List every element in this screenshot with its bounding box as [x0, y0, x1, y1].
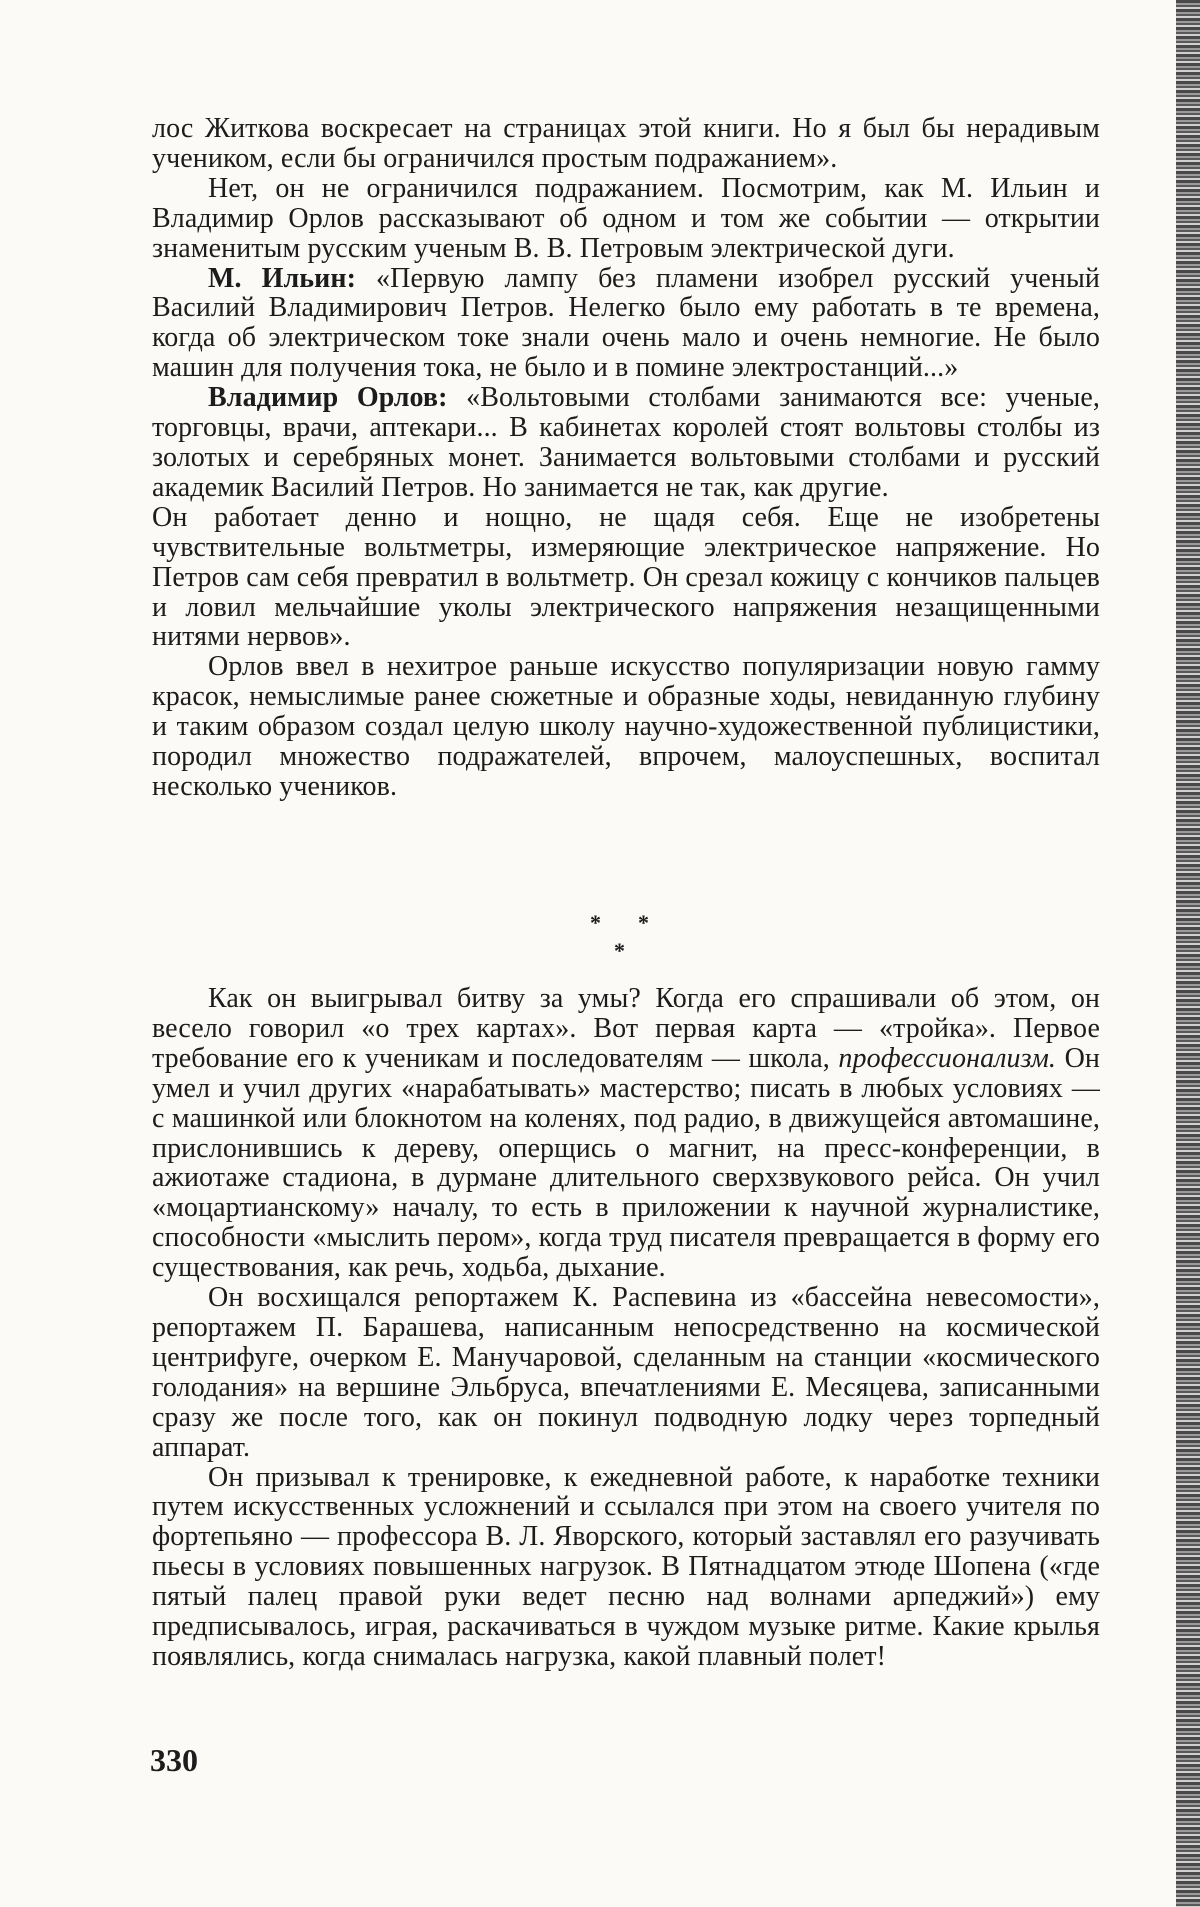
- page-number: 330: [150, 1742, 198, 1778]
- paragraph-text: Как он выигрывал битву за умы? Когда его спрашивали об этом, он весело говорил «о трех картах». Вот первая карта — «тройка». Первое требование его к ученикам и последователям — школа,: [152, 983, 1100, 1074]
- quote-author: Владимир Орлов:: [208, 382, 448, 414]
- paragraph-text: Он умел и учил других «нарабатывать» мастерство; писать в любых условиях — с машинкой или блокнотом на коленях, под радио, в движущейся автомашине, прислонившись к дереву, оперщись о магнит, на пресс-конференции, в ажиотаже стадиона, в дурмане длительного сверхзвукового рейса. Он учил «моцартианскому» началу, то есть в приложении к научной журналистике, способности «мыслить пером», когда труд писателя превращается в форму его существования, как речь, ходьба, дыхание.: [152, 1042, 1100, 1284]
- emphasis-text: профессионализм.: [838, 1042, 1057, 1074]
- quote-author: М. Ильин:: [208, 262, 357, 294]
- text-block-top: [152, 114, 1100, 802]
- section-divider: [580, 910, 660, 970]
- quote-text: «Вольтовыми столбами занимаются все: ученые, торговцы, врачи, аптекари... В кабинетах королей стоят вольтовы столбы из золотых и серебряных монет. Занимается вольтовыми столбами и русский академик Василий Петров. Но занимается не так, как другие.: [152, 382, 1100, 503]
- asterisk-icon: *: [590, 910, 601, 935]
- text-block-bottom: [152, 984, 1100, 1672]
- paragraph: Он работает денно и нощно, не щадя себя. Еще не изобретены чувствительные вольтметры, измеряющие электрическое напряжение. Но Петров сам себя превратил в вольтметр. Он срезал кожицу с кончиков пальцев и ловил мельчайшие уколы электрического напряжения незащищенными нитями нервов».: [152, 501, 1100, 653]
- asterisk-icon: *: [638, 910, 649, 935]
- paragraph: Орлов ввел в нехитрое раньше искусство популяризации новую гамму красок, немыслимые ранее сюжетные и образные ходы, невиданную глубину и таким образом создал целую школу научно-художественной публицистики, породил множество подражателей, впрочем, малоуспешных, воспитал несколько учеников.: [152, 651, 1100, 802]
- quote-text: «Первую лампу без пламени изобрел русский ученый Василий Владимирович Петров. Нелегко было ему работать в те времена, когда об электрическом токе знали очень мало и очень немногие. Не было машин для получения тока, не было и в помине электростанций...»: [152, 262, 1100, 384]
- asterisk-icon: *: [614, 938, 625, 963]
- paragraph: Он призывал к тренировке, к ежедневной работе, к наработке техники путем искусственных усложнений и ссылался при этом на своего учителя по фортепьяно — профессора В. Л. Яворского, который заставлял его разучивать пьесы в условиях повышенных нагрузок. В Пятнадцатом этюде Шопена («где пятый палец правой руки ведет песню над волнами арпеджий») ему предписывалось, играя, раскачиваться в чуждом музыке ритме. Какие крылья появлялись, когда снималась нагрузка, какой плавный полет!: [152, 1461, 1100, 1672]
- paragraph: [152, 383, 1100, 503]
- paragraph: Нет, он не ограничился подражанием. Посмотрим, как М. Ильин и Владимир Орлов рассказывают об одном и том же событии — открытии знаменитым русским ученым В. В. Петровым электрической дуги.: [152, 172, 1100, 264]
- paragraph: Он восхищался репортажем К. Распевина из «бассейна невесомости», репортажем П. Барашева, написанным непосредственно на космической центрифуге, очерком Е. Манучаровой, сделанным на станции «космического голодания» на вершине Эльбруса, впечатлениями Е. Месяцева, записанными сразу же после того, как он покинул подводную лодку через торпедный аппарат.: [152, 1282, 1100, 1463]
- paragraph: [152, 984, 1100, 1283]
- paragraph: [152, 264, 1100, 384]
- paragraph: лос Житкова воскресает на страницах этой книги. Но я был бы нерадивым учеником, если бы ограничился простым подражанием».: [152, 113, 1100, 174]
- page-edge-binding: [1176, 0, 1200, 1907]
